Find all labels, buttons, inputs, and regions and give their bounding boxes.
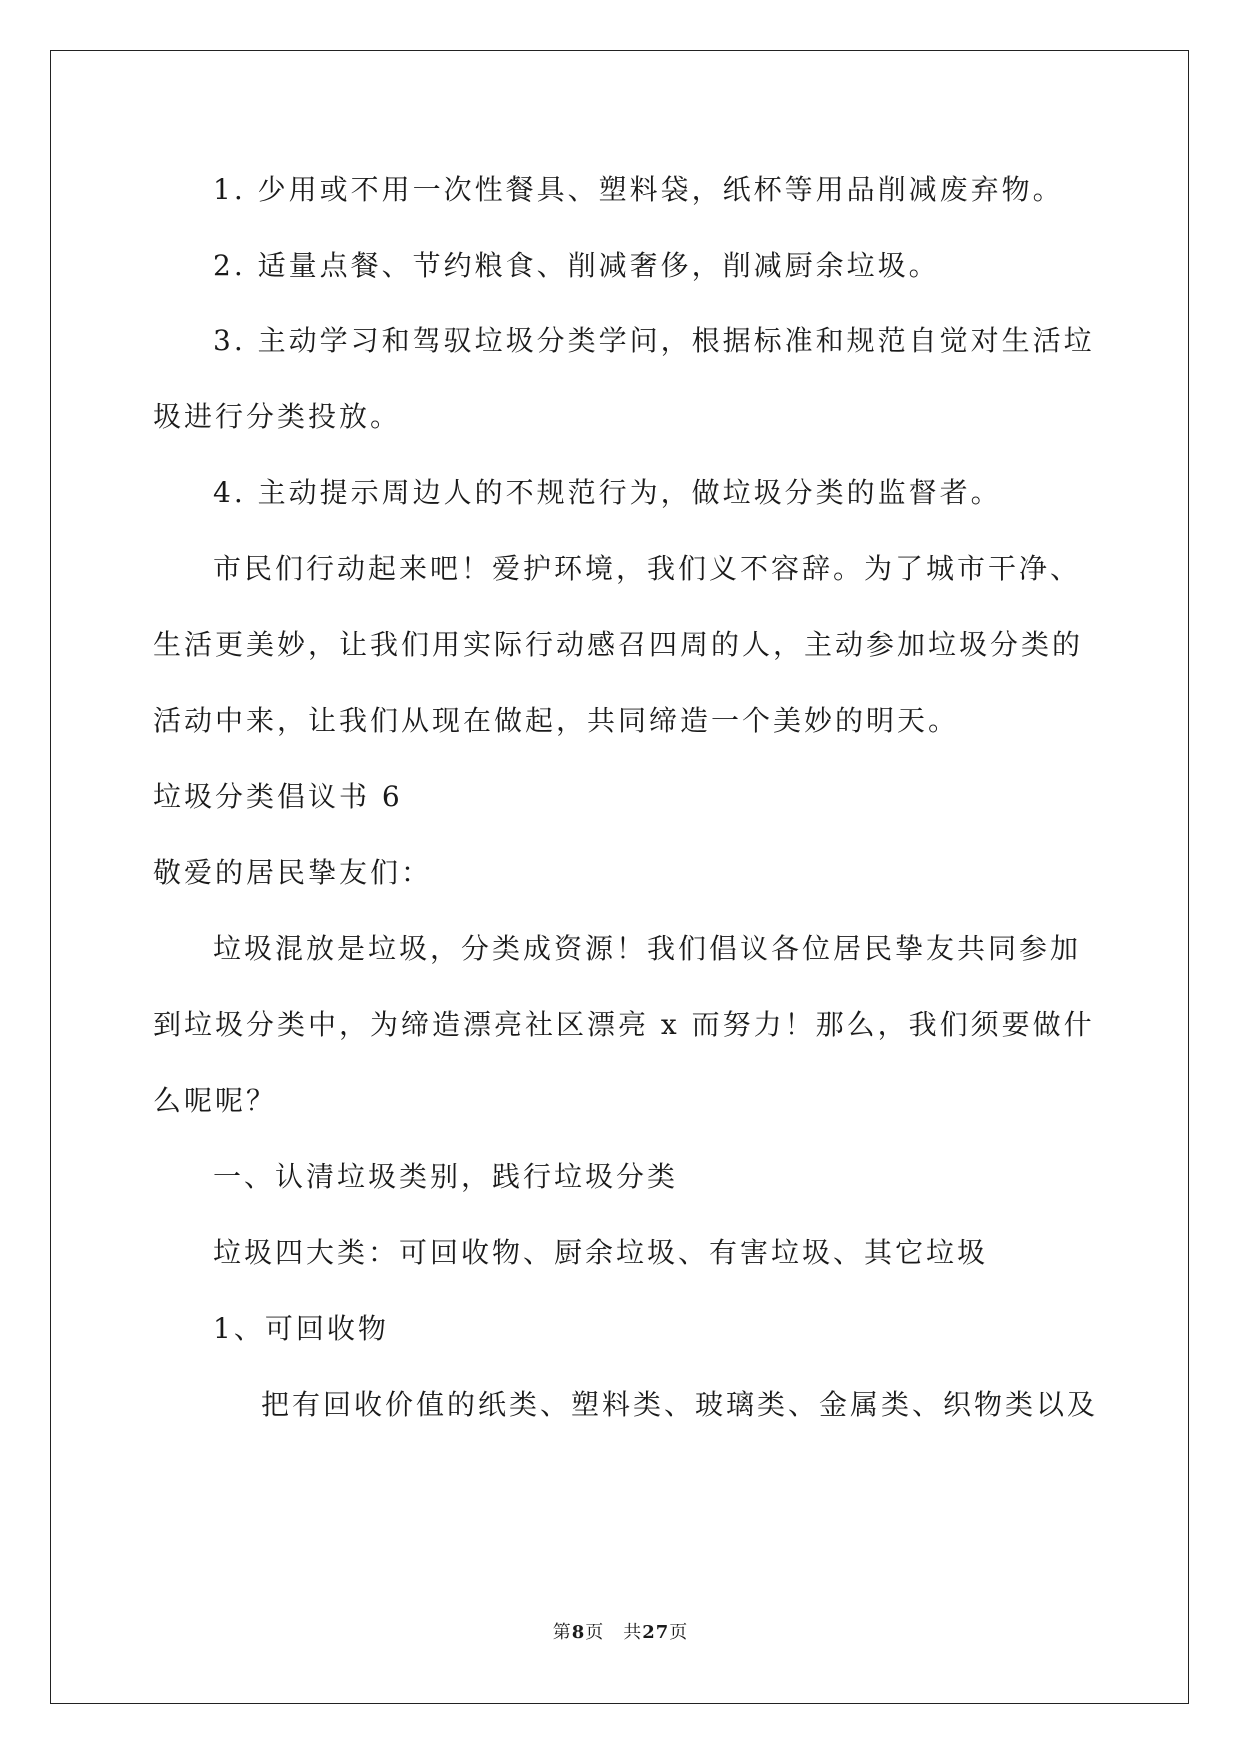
paragraph-line: 圾进行分类投放。 (153, 400, 402, 433)
paragraph-line: 活动中来，让我们从现在做起，共同缔造一个美妙的明天。 (153, 704, 960, 737)
section-heading: 垃圾分类倡议书 6 (153, 780, 403, 813)
subheading: 一、认清垃圾类别，践行垃圾分类 (213, 1160, 679, 1193)
list-item-heading: 1、可回收物 (213, 1312, 389, 1345)
paragraph-line: 1. 少用或不用一次性餐具、塑料袋，纸杯等用品削减废弃物。 (213, 173, 1064, 206)
paragraph-line: 到垃圾分类中，为缔造漂亮社区漂亮 x 而努力！那么，我们须要做什 (153, 1008, 1095, 1041)
paragraph-line: 么呢呢？ (153, 1084, 278, 1117)
salutation: 敬爱的居民挚友们： (153, 856, 433, 889)
page-current: 8 (571, 1622, 586, 1643)
paragraph-line: 4. 主动提示周边人的不规范行为，做垃圾分类的监督者。 (213, 476, 1002, 509)
paragraph-line: 把有回收价值的纸类、塑料类、玻璃类、金属类、织物类以及 (261, 1388, 1099, 1421)
paragraph-line: 3. 主动学习和驾驭垃圾分类学问，根据标准和规范自觉对生活垃 (213, 324, 1095, 357)
page-footer (0, 1621, 1241, 1645)
page-suffix: 页 (669, 1622, 689, 1643)
page-mid: 页 共 (585, 1622, 643, 1643)
paragraph-line: 生活更美妙，让我们用实际行动感召四周的人，主动参加垃圾分类的 (153, 628, 1084, 661)
page-prefix: 第 (552, 1622, 572, 1643)
paragraph-line: 市民们行动起来吧！爱护环境，我们义不容辞。为了城市干净、 (213, 552, 1082, 585)
paragraph-line: 2. 适量点餐、节约粮食、削减奢侈，削减厨余垃圾。 (213, 249, 940, 282)
paragraph-line: 垃圾混放是垃圾，分类成资源！我们倡议各位居民挚友共同参加 (213, 932, 1082, 965)
paragraph-line: 垃圾四大类：可回收物、厨余垃圾、有害垃圾、其它垃圾 (213, 1236, 989, 1269)
page-total: 27 (642, 1622, 670, 1643)
